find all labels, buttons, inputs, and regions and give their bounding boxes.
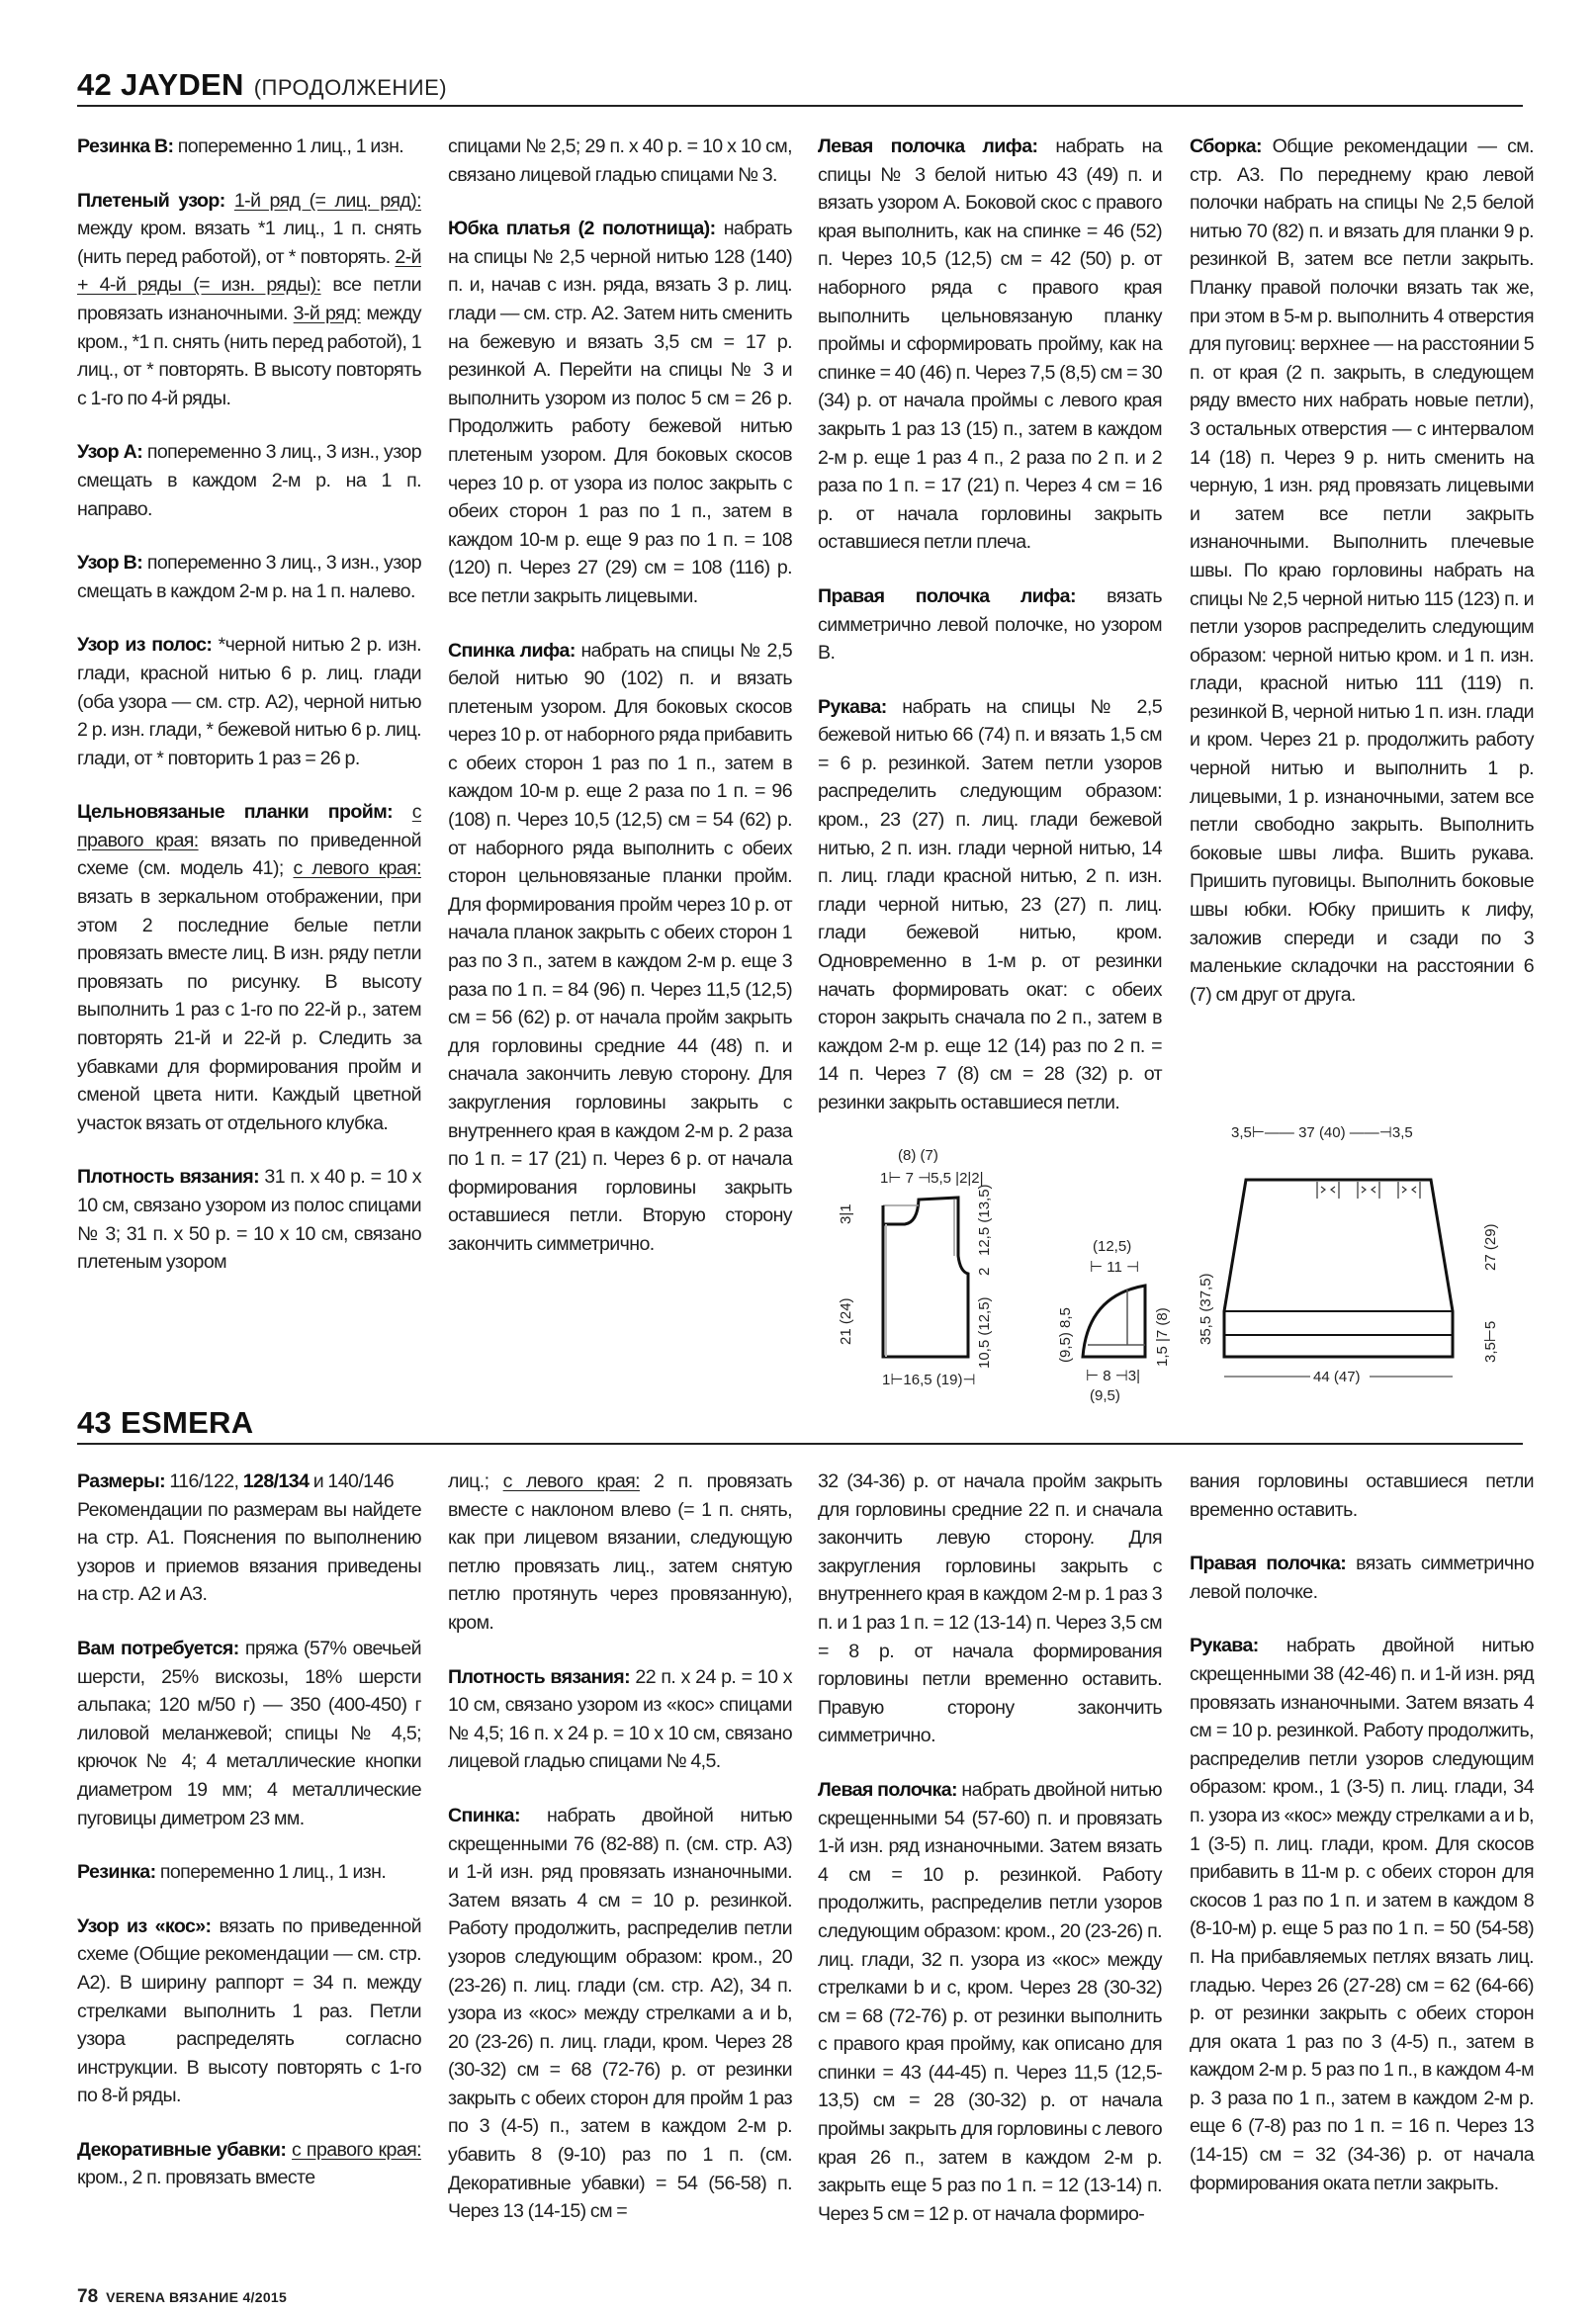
paragraph-text: Общие рекомендации — см. стр. A3. По переднему краю левой полочки набрать на спицы № 2,5 белой нитью 70 (82) п. и вязать для планки 9 р. резинкой B, затем все петли закрыть. Планку правой полочки вязать так же, при этом в 5-м р. выполнить 4 отверстия для пуговиц: верхнее — на расстоянии 5 п. от края (2 п. закрыть, в следующем ряду вместо них набрать новые петли), 3 остальных отверстия — с интервалом 14 (18) п. Через 9 р. нить сменить на черную, 1 изн. ряд провязать лицевыми и затем все петли закрыть изнаночными. Выполнить плечевые швы. По краю горловины набрать на спицы № 2,5 черной нитью 115 (123) п. и петли узоров распределить следующим образом: черной нитью кром. и 1 п. изн. глади, красной нитью 111 (119) п. резинкой B, черной нитью 1 п. изн. глади и кром. Через 21 р. продолжить работу черной нитью и выполнить 1 р. лицевыми, 1 р. изнаночными, затем все петли свободно закрыть. Выполнить боковые швы лифа. Вшить рукава. Пришить пуговицы. Выполнить боковые швы юбки. Юбку пришить к лифу, заложив спереди и сзади по 3 маленькие складочки на расстоянии 6 (7) см друг от друга.	[1190, 135, 1534, 1006]
paragraph-heading: Спинка лифа:	[448, 639, 576, 662]
paragraph-text: с левого края:	[502, 1470, 640, 1492]
paragraph-text: набрать на спицы № 2,5 бежевой нитью 66 (74) п. и вязать 1,5 см = 6 р. резинкой. Затем петли узоров распределить следующим образом: кром., 23 (27) п. лиц. глади бежевой нитью, 2 п. изн. глади черной нитью, 14 п. лиц. глади красной нитью, 2 п. изн. глади черной нитью, 23 (27) п. лиц. глади бежевой нитью, кром. Одновременно в 1-м р. от резинки начать формировать окат: с обеих сторон закрыть сначала по 2 п., затем в каждом 2-м р. еще 12 (14) раз по 2 п. = 14 п. Через 7 (8) см = 28 (32) р. от резинки закрыть оставшиеся петли.	[818, 695, 1162, 1113]
paragraph-heading: 128/134	[242, 1470, 310, 1492]
paragraph-text: Рекомендации по размерам вы найдете на стр. A1. Пояснения по выполнению узоров и приемов вязания приведены на стр. A2 и A3.	[77, 1498, 421, 1606]
paragraph-text: набрать на спицы № 2,5 черной нитью 128 (140) п. и, начав с изн. ряда, вязать 3 р. лиц. глади — см. стр. A2. Затем нить сменить на бежевую и вязать 3,5 см = 17 р. резинкой A. Перейти на спицы № 3 и выполнить узором из полос 5 см = 26 р. Продолжить работу бежевой нитью плетеным узором. Для боковых скосов через 10 р. от узора из полос закрыть с обеих сторон 1 раз по 1 п., затем в каждом 10-м р. еще 9 раз по 1 п. = 108 (120) п. Через 27 (29) см = 108 (116) р. все петли закрыть лицевыми.	[448, 218, 792, 607]
dim-label: 21 (24)	[838, 1297, 854, 1345]
dim-label: 10,5 (12,5)	[976, 1296, 993, 1369]
paragraph	[77, 1858, 421, 1887]
dim-label: ⊢ 11 ⊣	[1090, 1259, 1140, 1276]
paragraph	[1190, 1550, 1534, 1606]
paragraph-text: вязать в зеркальном отображении, при этом 2 последние белые петли провязать вместе лиц. В изн. ряду петли провязать по рисунку. В высоту выполнить 1 раз с 1-го по 22-й р., затем повторять 21-й и 22-й р. Следить за убавками для формирования пройм и сменой цвета нити. Каждый цветной участок вязать от отдельного клубка.	[77, 886, 421, 1134]
paragraph-heading: Узор B:	[77, 552, 143, 575]
text-column	[77, 1468, 421, 2218]
paragraph-text: 2 п. провязать вместе с наклоном влево (= 1 п. снять, как при лицевом вязании, следующую петлю провязать лиц., затем снятую петлю протянуть через провязанную), кром.	[448, 1470, 793, 1634]
dim-label: 12,5 (13,5)	[976, 1184, 993, 1256]
paragraph-heading: Узор из «кос»:	[77, 1914, 212, 1937]
paragraph	[448, 133, 792, 189]
paragraph	[77, 2136, 421, 2192]
dim-label: (9,5) 8,5	[1057, 1307, 1074, 1363]
dim-label: 1,5 |7 (8)	[1154, 1307, 1171, 1367]
paragraph-text: попеременно 3 лиц., 3 изн., узор смещать в каждом 2-м р. на 1 п. налево.	[77, 552, 421, 602]
paragraph	[77, 438, 421, 523]
paragraph-text: набрать на спицы № 3 белой нитью 43 (49) п. и вязать узором A. Боковой скос с правого края выполнить, как на спинке = 46 (52) п. Через 10,5 (12,5) см = 42 (50) р. от наборного ряда с правого края выполнить цельновязаную планку проймы и сформировать пройму, как на спинке = 40 (46) п. Через 7,5 (8,5) см = 30 (34) р. от начала проймы с левого края закрыть 1 раз 13 (15) п., затем в каждом 2-м р. еще 1 раз 4 п., 2 раза по 2 п. и 2 раза по 1 п. = 17 (21) п. Через 4 см = 16 р. от начала горловины закрыть оставшиеся петли плеча.	[818, 135, 1162, 554]
paragraph-text: 22 п. х 24 р. = 10 х 10 см, связано узором из «кос» спицами № 4,5; 16 п. х 24 р. = 10 х 10 см, связано лицевой гладью спицами № 4,5.	[448, 1665, 793, 1773]
section-divider	[77, 1443, 1523, 1445]
dim-label: 3,5⊢—— 37 (40) ——⊣3,5	[1231, 1124, 1413, 1141]
paragraph	[448, 215, 792, 610]
section-header-jayden	[77, 67, 447, 103]
paragraph-heading: Спинка:	[448, 1804, 520, 1826]
paragraph-text: кром., 2 п. провязать вместе	[77, 2167, 315, 2189]
section-divider	[77, 105, 1523, 107]
paragraph-text: набрать двойной нитью скрещенными 38 (42-46) п. и 1-й изн. ряд провязать изнаночными. Затем вязать 4 см = 10 р. резинкой. Работу продолжить, распределив петли узоров следующим образом: кром., 1 (3-5) п. лиц. глади, 34 п. узора из «кос» между стрелками a и b, 1 (3-5) п. лиц. глади, кром. Для скосов прибавить в 11-м р. с обеих сторон для скосов 1 раз по 1 п. и затем в каждом 8 (8-10-м) р. еще 5 раз по 1 п. = 50 (54-58) п. На прибавляемых петлях вязать лиц. гладью. Через 26 (27-28) см = 62 (64-66) р. от резинки закрыть с обеих сторон для оката 1 раз по 3 (4-5) п., затем в каждом 2-м р. 5 раз по 1 п., в каждом 4-м р. 3 раза по 1 п., затем в каждом 2-м р. еще 6 (7-8) раз по 1 п. = 16 п. Через 13 (14-15) см = 32 (34-36) р. от начала формирования оката петли закрыть.	[1190, 1635, 1534, 2194]
page-footer	[77, 2286, 287, 2308]
paragraph-heading: Правая полочка:	[1190, 1553, 1347, 1575]
dim-label: 1⊢16,5 (19)⊣	[882, 1372, 976, 1388]
paragraph-text: *черной нитью 2 р. изн. глади, красной нитью 6 р. лиц. глади (оба узора — см. стр. A2), черной нитью 2 р. изн. глади, * бежевой нитью 6 р. лиц. глади, от * повторить 1 раз = 26 р.	[77, 634, 421, 769]
paragraph	[818, 1468, 1162, 1750]
section-title: 42 JAYDEN	[77, 67, 244, 102]
paragraph	[77, 133, 421, 161]
paragraph-heading: Цельновязаные планки пройм:	[77, 801, 394, 824]
dim-label: (12,5)	[1093, 1238, 1132, 1255]
paragraph-heading: Юбка платья (2 полотнища):	[448, 218, 716, 240]
paragraph-heading: Резинка B:	[77, 135, 174, 157]
paragraph	[77, 1163, 421, 1276]
paragraph	[77, 549, 421, 605]
paragraph-heading: Плотность вязания:	[448, 1665, 631, 1688]
paragraph-heading: Декоративные убавки:	[77, 2138, 287, 2161]
paragraph-heading: Левая полочка лифа:	[818, 135, 1038, 157]
paragraph	[77, 1913, 421, 2110]
paragraph-text: 32 (34-36) р. от начала пройм закрыть для горловины средние 22 п. и сначала закончить левую сторону. Для закругления горловины закрыть с внутреннего края в каждом 2-м р. 1 раз 3 п. и 1 раз 1 п. = 12 (13-14) п. Через 3,5 см = 8 р. от начала формирования горловины петли временно оставить. Правую сторону закончить симметрично.	[818, 1470, 1162, 1747]
dim-label: ⊢ 8 ⊣3|	[1086, 1368, 1141, 1384]
paragraph	[818, 693, 1162, 1117]
dim-label: 1⊢ 7 ⊣5,5 |2|2|	[880, 1170, 984, 1187]
paragraph-text: с правого края:	[292, 2138, 421, 2161]
paragraph-text: с правого края:	[77, 801, 421, 851]
paragraph	[448, 1663, 792, 1776]
paragraph-text: попеременно 3 лиц., 3 изн., узор смещать в каждом 2-м р. на 1 п. направо.	[77, 441, 421, 520]
dim-label: 3|1	[838, 1203, 854, 1224]
text-column	[818, 1468, 1162, 2254]
paragraph-text: между кром. вязать *1 лиц., 1 п. снять (нить перед работой), от * повторять.	[77, 218, 421, 268]
paragraph	[1190, 1632, 1534, 2197]
section-title: 43 ESMERA	[77, 1405, 254, 1440]
dim-label: 3,5⊢5	[1482, 1320, 1499, 1363]
dim-label: (8) (7)	[898, 1147, 938, 1164]
paragraph-text	[393, 801, 412, 823]
paragraph	[1190, 133, 1534, 1009]
bodice-schematic	[838, 1147, 993, 1388]
paragraph-text: лиц.;	[448, 1470, 503, 1492]
paragraph	[1190, 1468, 1534, 1524]
paragraph-text: и 140/146	[309, 1470, 395, 1492]
paragraph-text: набрать на спицы № 2,5 белой нитью 90 (102) п. и вязать плетеным узором. Для боковых скосов через 10 р. от наборного ряда прибавить с обеих сторон 1 раз по 1 п., затем в каждом 10-м р. еще 2 раза по 1 п. = 96 (108) п. Через 10,5 (12,5) см = 54 (62) р. от наборного ряда выполнить с обеих сторон цельновязаные планки пройм. Для формирования пройм через 10 р. от начала планок закрыть с обеих сторон 1 раз по 3 п., затем в каждом 2-м р. еще 3 раза по 1 п. = 84 (96) п. Через 11,5 (12,5) см = 56 (62) р. от начала пройм закрыть для горловины средние 44 (48) п. и сначала закончить левую сторону. Для закругления горловины закрыть с внутреннего края в каждом 2-м р. 2 раза по 1 п. = 17 (21) п. Через 6 р. от начала формирования горловины закрыть оставшиеся петли. Вторую сторону закончить симметрично.	[448, 639, 792, 1255]
dim-label: 27 (29)	[1482, 1223, 1499, 1271]
paragraph-heading: Вам потребуется:	[77, 1637, 239, 1659]
section-header-esmera	[77, 1405, 253, 1441]
page-number: 78	[77, 2286, 99, 2307]
paragraph	[448, 637, 792, 1259]
paragraph-text: попеременно 1 лиц., 1 изн.	[173, 135, 404, 157]
paragraph-heading: Узор из полос:	[77, 634, 213, 657]
paragraph	[448, 1468, 792, 1638]
paragraph-heading: Левая полочка:	[818, 1778, 957, 1801]
paragraph	[448, 1802, 792, 2226]
paragraph-text: спицами № 2,5; 29 п. х 40 р. = 10 х 10 см, связано лицевой гладью спицами № 3.	[448, 135, 792, 186]
text-column	[818, 133, 1162, 1143]
paragraph	[77, 631, 421, 772]
text-column	[77, 133, 421, 1302]
text-column	[1190, 1468, 1534, 2223]
paragraph	[818, 1776, 1162, 2229]
paragraph	[77, 1635, 421, 1832]
paragraph-heading: Рукава:	[818, 695, 887, 718]
section-subtitle: (ПРОДОЛЖЕНИЕ)	[253, 75, 448, 100]
paragraph-text: 2-й + 4-й ряды (= изн. ряды):	[77, 245, 421, 297]
skirt-schematic	[1197, 1124, 1499, 1385]
pattern-schematics	[811, 1108, 1523, 1404]
paragraph-heading: Резинка:	[77, 1861, 156, 1884]
dim-label: 2	[976, 1267, 993, 1276]
dim-label: (9,5)	[1090, 1387, 1120, 1404]
paragraph-heading: Правая полочка лифа:	[818, 584, 1076, 607]
paragraph-text: между кром., *1 п. снять (нить перед работой), 1 лиц., от * повторять. В высоту повторять с 1-го по 4-й ряды.	[77, 302, 421, 409]
paragraph-text: вязать по приведенной схеме (см. модель 41);	[77, 829, 421, 880]
text-column	[448, 1468, 792, 2252]
paragraph-text: вания горловины оставшиеся петли временно оставить.	[1190, 1470, 1534, 1521]
paragraph-heading: Размеры:	[77, 1470, 166, 1492]
paragraph	[77, 1468, 421, 1609]
text-column	[448, 133, 792, 1285]
paragraph	[77, 187, 421, 413]
paragraph-text: 3-й ряд:	[293, 302, 361, 324]
paragraph-heading: Плетеный узор:	[77, 189, 225, 212]
dim-label: 44 (47)	[1313, 1369, 1361, 1385]
paragraph-text: 31 п. х 40 р. = 10 х 10 см, связано узором из полос спицами № 3; 31 п. х 50 р. = 10 х 10 см, связано плетеным узором	[77, 1166, 422, 1274]
paragraph-heading: Плотность вязания:	[77, 1166, 260, 1189]
paragraph-text: попеременно 1 лиц., 1 изн.	[155, 1861, 387, 1884]
paragraph-text: все петли провязать изнаночными.	[77, 274, 421, 324]
paragraph	[818, 133, 1162, 557]
paragraph-heading: Рукава:	[1190, 1635, 1259, 1657]
paragraph-text: с левого края:	[293, 857, 421, 880]
paragraph-text: пряжа (57% овечьей шерсти, 25% вискозы, 18% шерсти альпака; 120 м/50 г) — 350 (400-450) г лиловой меланжевой; спицы № 4,5; крючок № 4; 4 металлические кнопки диаметром 19 мм; 4 металлические пуговицы диметром 23 мм.	[77, 1637, 421, 1829]
paragraph-text: вязать симметрично левой полочке, но узором B.	[818, 584, 1162, 665]
paragraph	[818, 582, 1162, 667]
paragraph-text: 1-й ряд (= лиц. ряд):	[233, 189, 421, 212]
magazine-issue: VERENA ВЯЗАНИЕ 4/2015	[106, 2289, 288, 2305]
paragraph-heading: Узор A:	[77, 441, 143, 464]
paragraph-text: набрать двойной нитью скрещенными 54 (57-60) п. и провязать 1-й изн. ряд изнаночными. Затем вязать 4 см = 10 р. резинкой. Работу продолжить, распределив петли узоров следующим образом: кром., 20 (23-26) п. лиц. глади, 32 п. узора из «кос» между стрелками b и c, кром. Через 28 (30-32) см = 68 (72-76) р. от резинки выполнить с правого края пройму, как описано для спинки = 43 (44-45) п. Через 11,5 (12,5-13,5) см = 28 (30-32) р. от начала проймы закрыть для горловины с левого края 26 п., затем в каждом 2-м р. закрыть еще 5 раз по 1 п. = 12 (13-14) п. Через 5 см = 12 р. от начала формиро-	[818, 1778, 1162, 2225]
sleeve-schematic	[1057, 1238, 1171, 1404]
text-column	[1190, 133, 1534, 1034]
paragraph-text	[225, 190, 234, 212]
paragraph-text: 116/122,	[165, 1470, 243, 1492]
paragraph-text: вязать по приведенной схеме (Общие рекомендации — см. стр. A2). В ширину раппорт = 34 п. между стрелками выполнить 1 раз. Петли узора распределять согласно инструкции. В высоту повторять с 1-го по 8-й ряды.	[77, 1914, 421, 2107]
dim-label: 35,5 (37,5)	[1197, 1273, 1214, 1345]
paragraph-text: вязать симметрично левой полочке.	[1190, 1553, 1534, 1603]
paragraph-heading: Сборка:	[1190, 135, 1262, 157]
paragraph-text: набрать двойной нитью скрещенными 76 (82-88) п. (см. стр. A3) и 1-й изн. ряд провязать изнаночными. Затем вязать 4 см = 10 р. резинкой. Работу продолжить, распределив петли узоров следующим образом: кром., 20 (23-26) п. лиц. глади (см. стр. A2), 34 п. узора из «кос» между стрелками a и b, 20 (23-26) п. лиц. глади, кром. Через 28 (30-32) см = 68 (72-76) р. от резинки закрыть с обеих сторон для пройм 1 раз по 3 (4-5) п., затем в каждом 2-м р. убавить 8 (9-10) раз по 1 п. (см. Декоративные убавки) = 54 (56-58) п. Через 13 (14-15) см =	[448, 1804, 792, 2223]
paragraph	[77, 798, 421, 1137]
